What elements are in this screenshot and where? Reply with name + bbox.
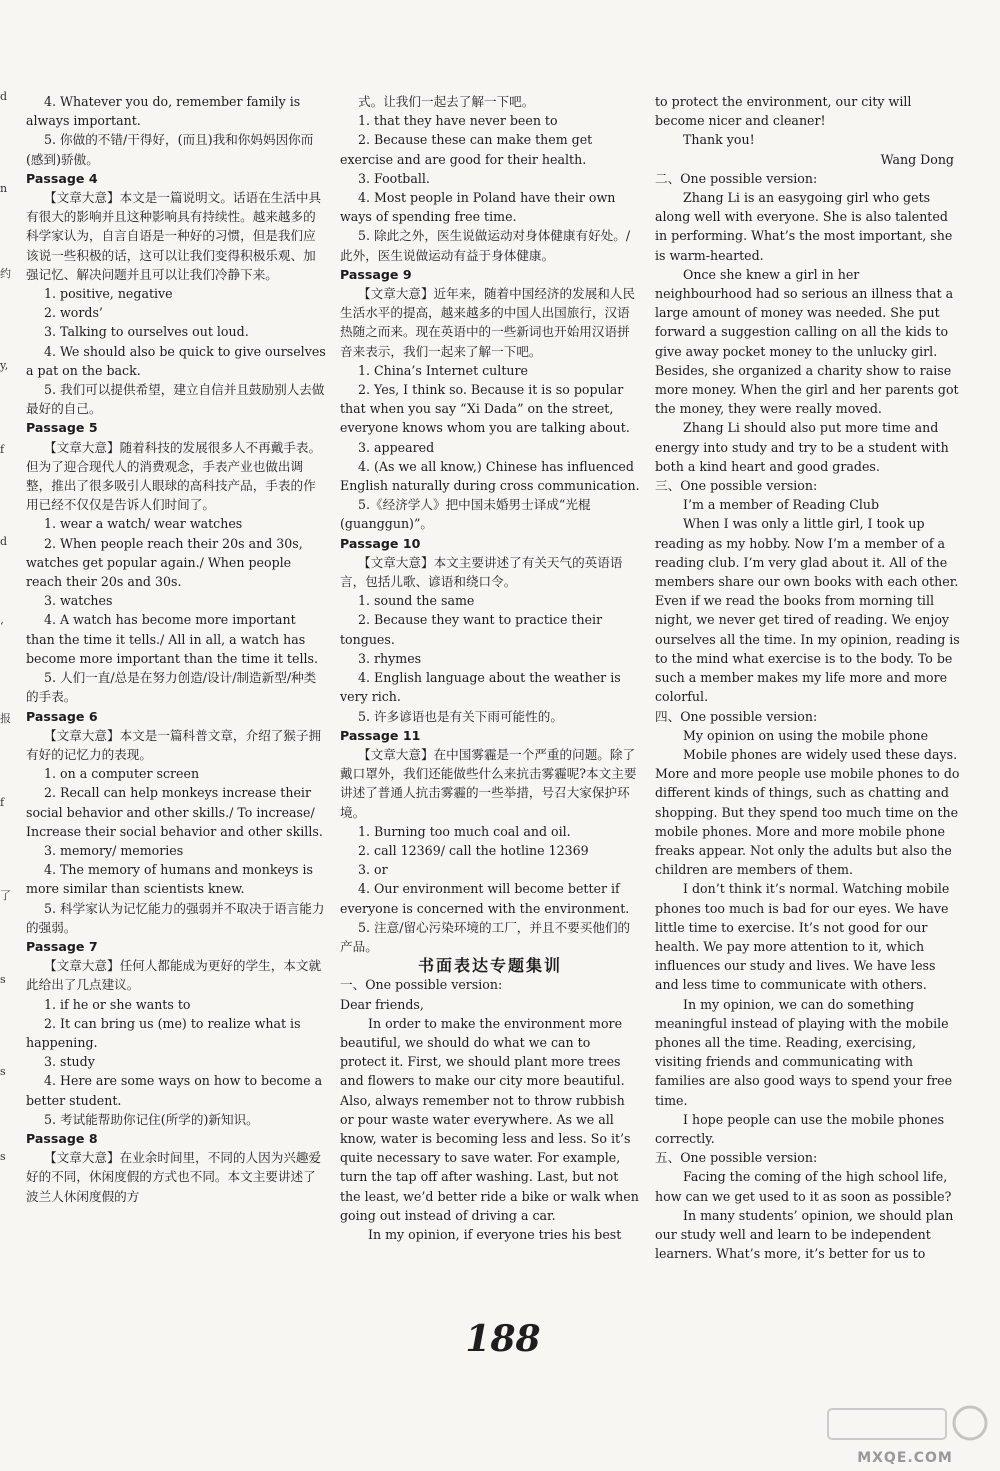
answer-line: 1. sound the same bbox=[358, 593, 475, 609]
passage-heading: Passage 4 bbox=[26, 170, 98, 186]
answer-line: 三、One possible version: bbox=[655, 478, 818, 494]
answer-line: 3. Football. bbox=[358, 170, 430, 186]
answer-line: In my opinion, we can do something meaningful instead of playing with the mobile phones all the time. Reading, exercising, visiting friends and communicating with families are also good ways to spend your free time. bbox=[655, 996, 953, 1108]
answer-line: 3. appeared bbox=[358, 439, 435, 455]
answer-line: 2. Yes, I think so. Because it is so popular that when you say “Xi Dada” on the street, everyone knows whom you are talking about. bbox=[340, 382, 630, 436]
answer-line: 2. Because these can make them get exercise and are good for their health. bbox=[340, 132, 593, 167]
answer-line: 5. 人们一直/总是在努力创造/设计/制造新型/种类的手表。 bbox=[26, 670, 317, 705]
answer-line: Zhang Li is an easygoing girl who gets along well with everyone. She is also talented in performing. What’s the most important, she is warm-hearted. bbox=[655, 190, 953, 263]
answer-line: 5. 科学家认为记忆能力的强弱并不取决于语言能力的强弱。 bbox=[26, 900, 325, 935]
answer-line: 2. Recall can help monkeys increase their social behavior and other skills./ To increase/ Increase their social behavior and other skills. bbox=[26, 785, 323, 839]
watermark-text: MXQE.COM bbox=[857, 1450, 953, 1466]
answer-line: Facing the coming of the high school life, how can we get used to it as soon as possible? bbox=[655, 1169, 952, 1204]
answer-line: 4. English language about the weather is very rich. bbox=[340, 670, 621, 705]
answer-line: 【文章大意】在中国雾霾是一个严重的问题。除了戴口罩外，我们还能做些什么来抗击雾霾呢?本文主要讲述了普通人抗击雾霾的一些举措，号召大家保护环境。 bbox=[340, 746, 637, 820]
answer-line: 4. The memory of humans and monkeys is more similar than scientists knew. bbox=[26, 862, 314, 897]
edge-char: f bbox=[0, 796, 5, 810]
edge-char: d bbox=[0, 90, 8, 103]
edge-char: s bbox=[0, 1065, 6, 1079]
answer-line: 【文章大意】近年来，随着中国经济的发展和人民生活水平的提高，越来越多的中国人出国旅行，汉语热随之而来。现在英语中的一些新词也开始用汉语拼音来表示，我们一起来了解一下吧。 bbox=[340, 286, 636, 359]
answer-line: 四、One possible version: bbox=[655, 708, 818, 724]
answer-line: 5. 我们可以提供希望，建立自信并且鼓励别人去做最好的自己。 bbox=[26, 382, 325, 417]
answer-line: 1. that they have never been to bbox=[358, 113, 558, 129]
answer-line: 二、One possible version: bbox=[655, 170, 818, 186]
edge-char: s bbox=[0, 972, 6, 986]
edge-char: ʻ bbox=[0, 619, 4, 633]
answer-line: Dear friends, bbox=[340, 996, 424, 1012]
answer-line: Wang Dong bbox=[880, 151, 954, 167]
edge-char: s bbox=[0, 1149, 6, 1163]
answer-line: 3. rhymes bbox=[358, 650, 422, 666]
answer-line: 5.《经济学人》把中国未婚男士译成“光棍(guanggun)”。 bbox=[340, 497, 591, 532]
answer-line: 一、One possible version: bbox=[340, 977, 503, 993]
left-edge-fragment bbox=[0, 90, 14, 1242]
answer-line: 4. Whatever you do, remember family is always important. bbox=[26, 94, 301, 129]
answer-line: In many students’ opinion, we should plan our study well and learn to be independent learners. What’s more, it’s better for us to bbox=[655, 1207, 954, 1262]
answer-line: to protect the environment, our city will become nicer and cleaner! bbox=[655, 94, 912, 129]
answer-line: In order to make the environment more beautiful, we should do what we can to protect it. First, we should plant more trees and flowers to make our city more beautiful. Also, always remember not to throw rubbish or pour waste water everywhere. As we all know, water is becoming less and less. So it’s quite necessary to save water. For example, turn the tap off after washing. Last, but not the least, we’d better ride a bike or walk when going out instead of driving a car. bbox=[340, 1015, 639, 1223]
edge-char: y, bbox=[0, 358, 9, 372]
answer-column-3 bbox=[655, 92, 960, 1263]
passage-heading: Passage 7 bbox=[26, 938, 98, 954]
answer-line: I hope people can use the mobile phones correctly. bbox=[655, 1111, 945, 1146]
answer-line: 4. Most people in Poland have their own ways of spending free time. bbox=[340, 190, 616, 225]
answer-line: In my opinion, if everyone tries his best bbox=[368, 1226, 622, 1242]
answer-line: 5. 许多谚语也是有关下雨可能性的。 bbox=[358, 708, 563, 724]
answer-line: 3. Talking to ourselves out loud. bbox=[44, 324, 249, 340]
answer-line: When I was only a little girl, I took up reading as my hobby. Now I’m a member of a reading club. I’m very glad about it. All of the members share our own books with each other. Even if we read the books from morning till night, we never get tired of reading. We enjoy ourselves all the time. In my opinion, reading is to the mind what exercise is to the body. To be such a member makes my life more and more colorful. bbox=[655, 516, 960, 705]
edge-char: f bbox=[0, 443, 5, 457]
edge-char: d bbox=[0, 535, 8, 549]
passage-heading: Passage 11 bbox=[340, 727, 421, 743]
answer-line: 【文章大意】本文主要讲述了有关天气的英语语言，包括儿歌、谚语和绕口令。 bbox=[340, 554, 623, 590]
answer-line: 1. on a computer screen bbox=[44, 766, 200, 782]
page-number: 188 bbox=[465, 1318, 541, 1360]
answer-line: 3. or bbox=[358, 862, 388, 878]
passage-heading: Passage 8 bbox=[26, 1130, 98, 1146]
answer-line: 【文章大意】本文是一篇说明文。话语在生活中具有很大的影响并且这种影响具有持续性。越来越多的科学家认为，自言自语是一种好的习惯，但是我们应该说一些积极的话，这可以让我们变得积极乐观、加强记忆、解决问题并且可以让我们冷静下来。 bbox=[26, 190, 322, 282]
answer-line: 4. A watch has become more important than the time it tells./ All in all, a watch has become more important than the time it tells. bbox=[26, 612, 318, 666]
answer-line: 【文章大意】在业余时间里，不同的人因为兴趣爱好的不同，休闲度假的方式也不同。本文主要讲述了波兰人休闲度假的方 bbox=[26, 1150, 322, 1204]
answer-line: 4. We should also be quick to give ourselves a pat on the back. bbox=[26, 343, 326, 378]
answer-line: 1. Burning too much coal and oil. bbox=[358, 823, 571, 839]
answer-line: 2. words’ bbox=[44, 305, 103, 321]
answer-line: Once she knew a girl in her neighbourhood had so serious an illness that a large amount of money was needed. She put forward a suggestion calling on all the kids to give away pocket money to the unlucky girl. Besides, she organized a charity show to raise more money. When the girl and her parents got the money, they were really moved. bbox=[655, 266, 959, 417]
answer-column-1 bbox=[26, 92, 326, 1206]
answer-line: I’m a member of Reading Club bbox=[683, 497, 880, 513]
answer-line: Mobile phones are widely used these days. More and more people use mobile phones to do different kinds of things, such as chatting and shopping. But they spend too much time on the mobile phones. More and more mobile phone freaks appear. Not only the adults but also the children are members of them. bbox=[655, 746, 960, 878]
passage-heading: Passage 9 bbox=[340, 266, 412, 282]
answer-line: 2. call 12369/ call the hotline 12369 bbox=[358, 842, 589, 858]
answer-line: 4. Here are some ways on how to become a better student. bbox=[26, 1073, 323, 1108]
answer-line: Thank you! bbox=[683, 132, 755, 148]
answer-line: 2. It can bring us (me) to realize what is happening. bbox=[26, 1015, 301, 1050]
answer-line: 3. study bbox=[44, 1054, 95, 1070]
answer-line: 3. watches bbox=[44, 593, 113, 609]
answer-line: 1. wear a watch/ wear watches bbox=[44, 516, 243, 532]
answer-line: 1. if he or she wants to bbox=[44, 996, 191, 1012]
answer-line: 五、One possible version: bbox=[655, 1150, 818, 1166]
answer-line: 【文章大意】任何人都能成为更好的学生，本文就此给出了几点建议。 bbox=[26, 958, 322, 993]
answer-line: 5. 注意/留心污染环境的工厂，并且不要买他们的产品。 bbox=[340, 919, 631, 954]
answer-line: I don’t think it’s normal. Watching mobile phones too much is bad for our eyes. We have little time to exercise. It’s not good for our health. We pay more attention to it, which influences our study and lives. We have less and less time to communicate with others. bbox=[655, 881, 950, 993]
answer-line: 【文章大意】本文是一篇科普文章，介绍了猴子拥有好的记忆力的表现。 bbox=[26, 727, 322, 762]
answer-line: 5. 你做的不错/干得好，(而且)我和你妈妈因你而(感到)骄傲。 bbox=[26, 132, 314, 167]
passage-heading: Passage 10 bbox=[340, 535, 421, 551]
answer-line: My opinion on using the mobile phone bbox=[683, 727, 929, 743]
answer-line: Zhang Li should also put more time and energy into study and try to be a student with both a kind heart and good grades. bbox=[655, 420, 949, 474]
answer-line: 2. When people reach their 20s and 30s, watches get popular again./ When people reach their 20s and 30s. bbox=[26, 535, 303, 590]
answer-line: 5. 除此之外，医生说做运动对身体健康有好处。/此外，医生说做运动有益于身体健康。 bbox=[340, 228, 631, 263]
answer-line: 1. China’s Internet culture bbox=[358, 362, 528, 378]
edge-char: 了 bbox=[0, 888, 11, 902]
edge-char: 报 bbox=[0, 712, 11, 726]
passage-heading: Passage 5 bbox=[26, 420, 98, 436]
answer-line: 4. (As we all know,) Chinese has influenced English naturally during cross communication. bbox=[340, 458, 640, 494]
passage-heading: Passage 6 bbox=[26, 708, 98, 724]
answer-column-2 bbox=[340, 92, 640, 1244]
answer-line: 1. positive, negative bbox=[44, 286, 173, 302]
answer-line: 式。让我们一起去了解一下吧。 bbox=[358, 94, 535, 109]
edge-char: 约 bbox=[0, 266, 11, 280]
section-title: 书面表达专题集训 bbox=[417, 956, 562, 976]
edge-char: n bbox=[0, 182, 8, 196]
answer-line: 3. memory/ memories bbox=[44, 842, 184, 858]
answer-line: 4. Our environment will become better if everyone is concerned with the environment. bbox=[340, 881, 630, 916]
answer-line: 【文章大意】随着科技的发展很多人不再戴手表。但为了迎合现代人的消费观念，手表产业也做出调整，推出了很多吸引人眼球的高科技产品，手表的作用已经不仅仅是告诉人们时间了。 bbox=[26, 439, 322, 513]
answer-line: 2. Because they want to practice their tongues. bbox=[340, 612, 603, 647]
answer-line: 5. 考试能帮助你记住(所学的)新知识。 bbox=[44, 1111, 259, 1127]
